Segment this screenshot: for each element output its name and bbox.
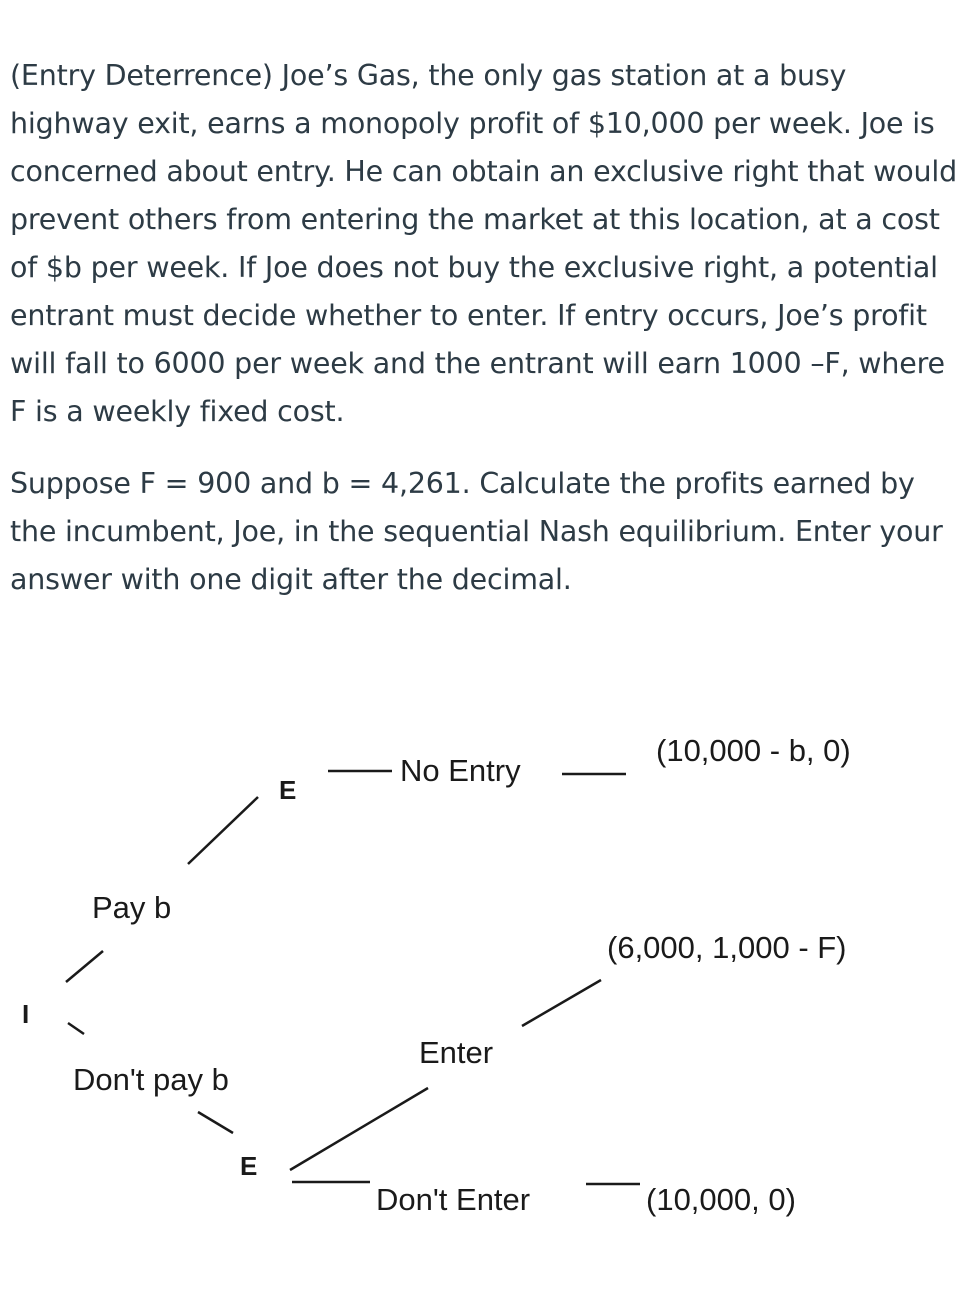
entrant-node-top: E xyxy=(279,775,297,805)
branch-label-dont-enter: Don't Enter xyxy=(376,1182,531,1217)
edge-enter-upper xyxy=(522,980,601,1026)
edge-enter-lower xyxy=(290,1088,428,1170)
game-tree-diagram xyxy=(0,690,980,1290)
branch-label-pay: Pay b xyxy=(92,890,172,925)
game-tree-svg xyxy=(0,690,980,1290)
payoff-dont-enter: (10,000, 0) xyxy=(646,1182,796,1217)
branch-label-dont-pay: Don't pay b xyxy=(73,1062,229,1097)
branch-label-no-entry: No Entry xyxy=(400,753,521,788)
edge-incumbent-pay-lower xyxy=(66,951,103,982)
branch-label-enter: Enter xyxy=(419,1035,494,1070)
edge-incumbent-dontpay-upper xyxy=(68,1023,84,1034)
question-paragraph-1: (Entry Deterrence) Joe’s Gas, the only gas station at a busy highway exit, earns a monopoly profit of $10,000 per week. Joe is concerned about entry. He can obtain an exclusive right that would prevent others from entering the market at this location, at a cost of $b per week. If Joe does not buy the exclusive right, a potential entrant must decide whether to enter. If entry occurs, Joe’s profit will fall to 6000 per week and the entrant will earn 1000 –F, where F is a weekly fixed cost. xyxy=(10,59,957,428)
question-text xyxy=(10,52,960,628)
edge-incumbent-pay-upper xyxy=(188,797,258,864)
payoff-enter: (6,000, 1,000 - F) xyxy=(607,930,847,965)
payoff-no-entry: (10,000 - b, 0) xyxy=(656,733,851,768)
question-paragraph-2: Suppose F = 900 and b = 4,261. Calculate the profits earned by the incumbent, Joe, in the sequential Nash equilibrium. Enter your answer with one digit after the decimal. xyxy=(10,467,943,596)
entrant-node-bottom: E xyxy=(240,1151,258,1181)
edge-incumbent-dontpay-lower xyxy=(198,1112,233,1133)
incumbent-node: I xyxy=(22,999,30,1029)
